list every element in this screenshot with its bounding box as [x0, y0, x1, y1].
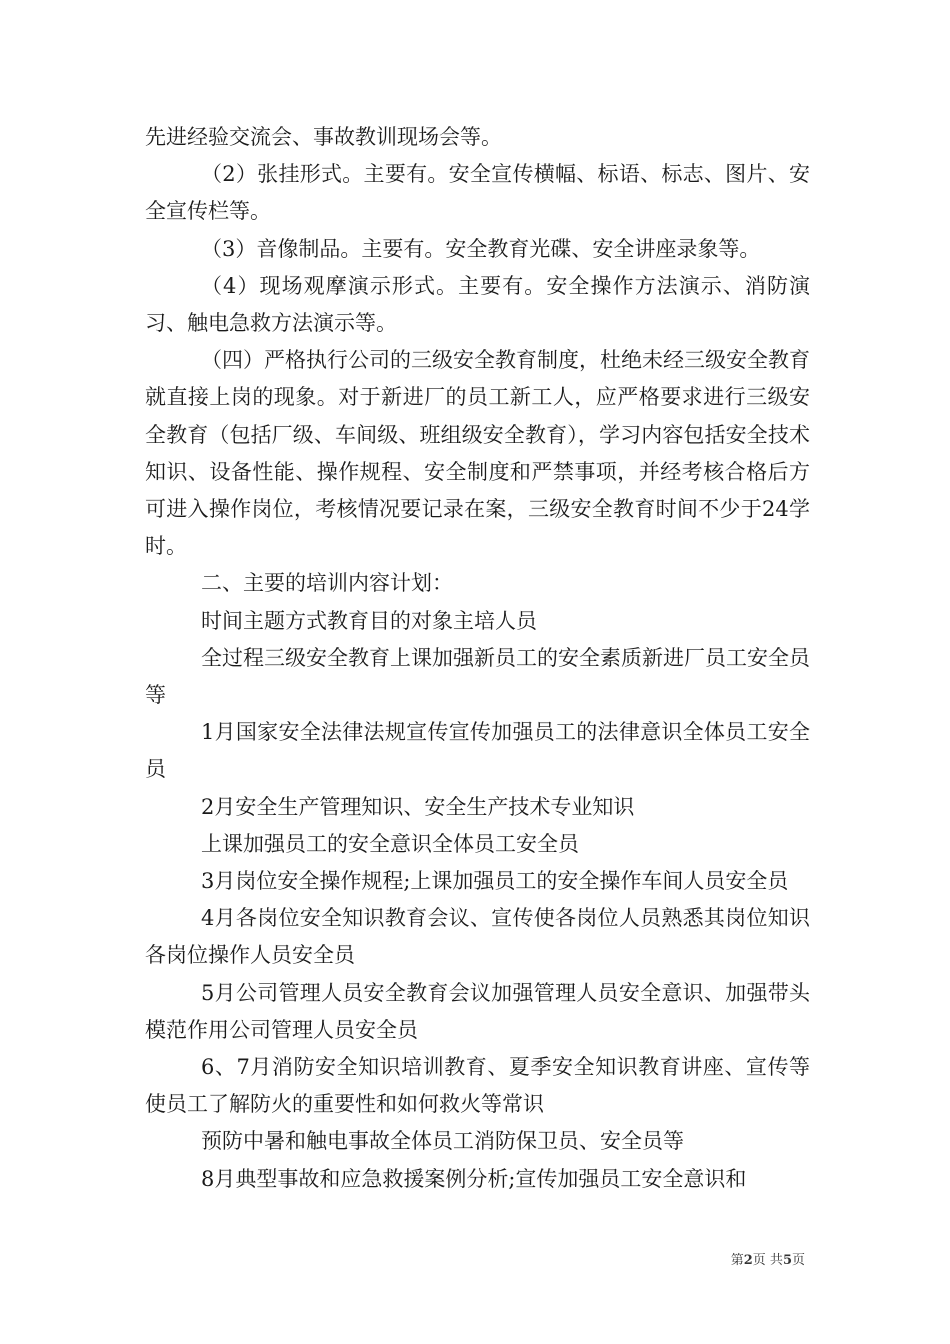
footer-current-page: 2 [743, 1253, 753, 1268]
paragraph-continuation: 先进经验交流会、事故教训现场会等。 [145, 125, 502, 149]
paragraph-three-level-education: （四）严格执行公司的三级安全教育制度，杜绝未经三级安全教育就直接上岗的现象。对于新进厂的员工新工人，应严格要求进行三级安全教育（包括厂级、车间级、班组级安全教育），学习内容包括安全技术知识、设备性能、操作规程、安全制度和严禁事项，并经考核合格后方可进入操作岗位，考核情况要记录在案，三级安全教育时间不少于24学时。 [145, 348, 810, 559]
plan-row-whole-process: 全过程三级安全教育上课加强新员工的安全素质新进厂员工安全员等 [145, 645, 810, 708]
paragraph-audio-video: （3）音像制品。主要有。安全教育光碟、安全讲座录象等。 [201, 236, 761, 261]
document-body [145, 119, 810, 1198]
section-heading-training-plan: 二、主要的培训内容计划： [201, 571, 453, 596]
plan-row-june-july: 6、7月消防安全知识培训教育、夏季安全知识教育讲座、宣传等使员工了解防火的重要性和如何救火等常识 [145, 1055, 810, 1117]
plan-row-january: 1月国家安全法律法规宣传宣传加强员工的法律意识全体员工安全员 [145, 720, 810, 782]
plan-row-february-detail: 上课加强员工的安全意识全体员工安全员 [201, 831, 579, 856]
footer-suffix: 页 [791, 1253, 805, 1268]
plan-header-row: 时间主题方式教育目的对象主培人员 [201, 608, 537, 633]
plan-row-march: 3月岗位安全操作规程;上课加强员工的安全操作车间人员安全员 [201, 869, 789, 894]
plan-row-may: 5月公司管理人员安全教育会议加强管理人员安全意识、加强带头模范作用公司管理人员安全员 [145, 980, 810, 1042]
page-number-footer [731, 1249, 805, 1268]
footer-prefix: 第 [730, 1253, 744, 1268]
footer-middle: 页 共 [752, 1253, 783, 1268]
paragraph-hanging-form: （2）张挂形式。主要有。安全宣传横幅、标语、标志、图片、安全宣传栏等。 [145, 162, 810, 224]
plan-row-august: 8月典型事故和应急救援案例分析;宣传加强员工安全意识和 [201, 1166, 747, 1191]
plan-row-april: 4月各岗位安全知识教育会议、宣传使各岗位人员熟悉其岗位知识各岗位操作人员安全员 [145, 906, 810, 968]
plan-row-june-july-detail: 预防中暑和触电事故全体员工消防保卫员、安全员等 [201, 1129, 684, 1154]
footer-total-pages: 5 [782, 1253, 792, 1268]
plan-row-february: 2月安全生产管理知识、安全生产技术专业知识 [201, 794, 635, 819]
paragraph-on-site-demo: （4）现场观摩演示形式。主要有。安全操作方法演示、消防演习、触电急救方法演示等。 [145, 273, 810, 336]
